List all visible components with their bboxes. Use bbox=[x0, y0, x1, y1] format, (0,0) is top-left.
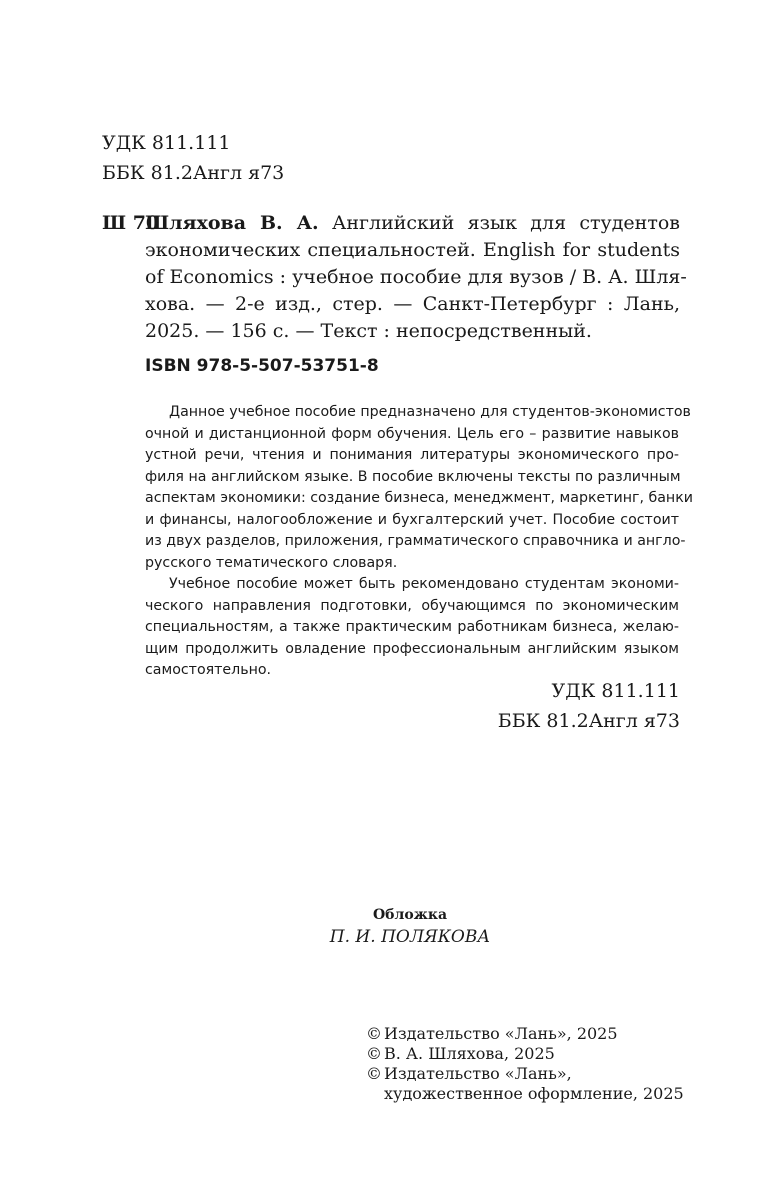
copyright-text-1: Издательство «Лань», 2025 bbox=[384, 1024, 618, 1043]
biblio-line-2: экономических специальностей. English for students bbox=[145, 239, 680, 261]
copyright-line-1 bbox=[366, 1024, 684, 1044]
biblio-line-3: of Economics : учебное пособие для вузов / В. А. Шля- bbox=[145, 266, 687, 288]
copyright-line-4: художественное оформление, 2025 bbox=[384, 1084, 684, 1103]
copyright-symbol: © bbox=[366, 1064, 382, 1083]
abstract-p2-line-2: ческого направления подготовки, обучающимся по экономическим bbox=[145, 597, 679, 614]
abstract-p1-line-7: из двух разделов, приложения, грамматического справочника и англо- bbox=[145, 533, 686, 549]
abstract-p2-line-3: специальностям, а также практическим работникам бизнеса, желаю- bbox=[145, 619, 679, 635]
bbk-code-bottom: ББК 81.2Англ я73 bbox=[497, 710, 680, 732]
cover-credit bbox=[300, 905, 520, 949]
abstract-p1-line-6: и финансы, налогообложение и бухгалтерский учет. Пособие состоит bbox=[145, 511, 679, 528]
classification-top bbox=[102, 128, 284, 188]
isbn-number: ISBN 978-5-507-53751-8 bbox=[145, 356, 379, 376]
cover-artist: П. И. ПОЛЯКОВА bbox=[329, 927, 491, 947]
abstract-p2-line-1: Учебное пособие может быть рекомендовано студентам экономи- bbox=[169, 576, 679, 592]
bibliographic-description bbox=[145, 210, 687, 345]
abstract-p2-line-5: самостоятельно. bbox=[145, 662, 272, 678]
abstract-p1-line-2: очной и дистанционной форм обучения. Цель его – развитие навыков bbox=[145, 425, 679, 442]
classification-bottom bbox=[498, 676, 680, 736]
udk-code-bottom: УДК 811.111 bbox=[551, 680, 680, 702]
copyright-line-3 bbox=[366, 1064, 684, 1084]
cover-label: Обложка bbox=[372, 907, 448, 923]
copyright-symbol: © bbox=[366, 1024, 382, 1043]
copyright-line-2 bbox=[366, 1044, 684, 1064]
abstract-p1-line-1: Данное учебное пособие предназначено для студентов-экономистов bbox=[169, 404, 691, 420]
copyright-symbol: © bbox=[366, 1044, 382, 1063]
biblio-line-5: 2025. — 156 с. — Текст : непосредственный. bbox=[145, 320, 592, 342]
abstract-p1-line-4: филя на английском языке. В пособие включены тексты по различным bbox=[145, 468, 681, 485]
abstract-p1-line-3: устной речи, чтения и понимания литературы экономического про- bbox=[145, 447, 679, 463]
abstract-p1-line-5: аспектам экономики: создание бизнеса, менеджмент, маркетинг, банки bbox=[145, 490, 693, 506]
copyright-text-3: Издательство «Лань», bbox=[384, 1064, 572, 1083]
bibliographic-entry bbox=[102, 210, 687, 345]
author-sign-code: Ш 70 bbox=[102, 212, 160, 234]
biblio-line-1 bbox=[145, 210, 680, 237]
copyright-block bbox=[366, 1024, 684, 1104]
abstract bbox=[145, 402, 693, 682]
abstract-p2-line-4: щим продолжить овладение профессиональным английским языком bbox=[145, 640, 679, 657]
bbk-code-top: ББК 81.2Англ я73 bbox=[102, 162, 285, 184]
abstract-p1-line-8: русского тематического словаря. bbox=[145, 554, 398, 571]
title-start: Английский язык для студентов bbox=[318, 212, 680, 234]
biblio-line-4: хова. — 2-е изд., стер. — Санкт-Петербург : Лань, bbox=[145, 293, 680, 315]
udk-code-top: УДК 811.111 bbox=[102, 132, 231, 154]
copyright-text-2: В. А. Шляхова, 2025 bbox=[384, 1044, 555, 1063]
author-name: Шляхова В. А. bbox=[145, 212, 319, 234]
